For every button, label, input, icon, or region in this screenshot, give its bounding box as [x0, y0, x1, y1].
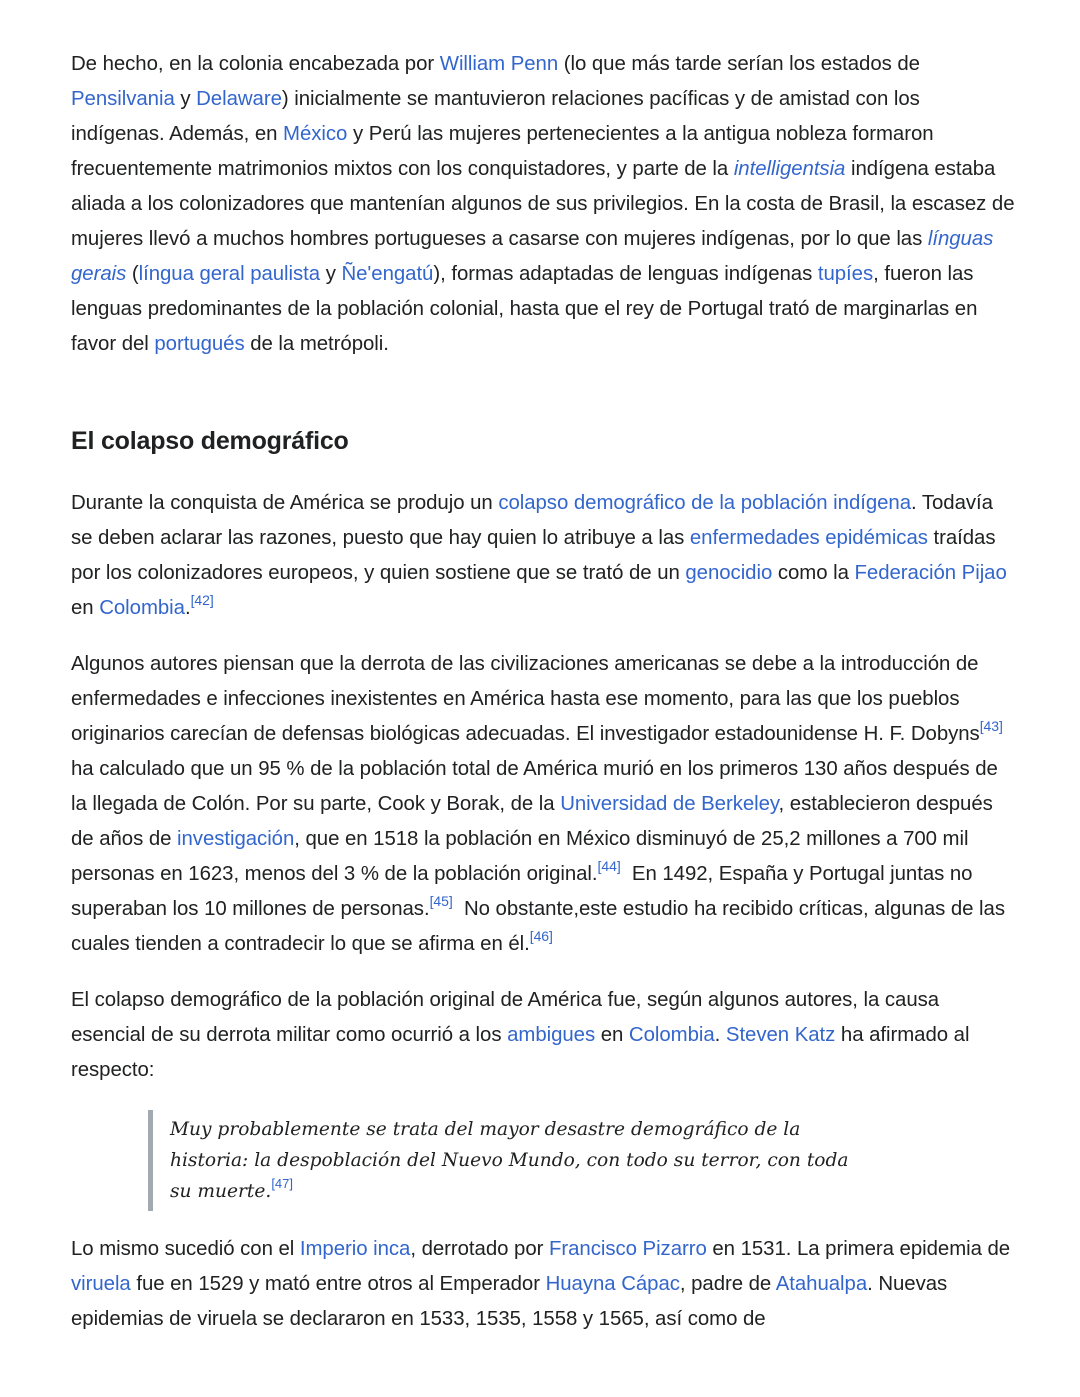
- text: .: [184, 597, 191, 619]
- link-tupies[interactable]: tupíes: [817, 263, 874, 285]
- link-viruela[interactable]: viruela: [71, 1273, 131, 1295]
- text: ha afirmado al respecto:: [71, 1024, 970, 1081]
- link-portugues[interactable]: portugués: [154, 333, 245, 355]
- link-imperio-inca[interactable]: Imperio inca: [299, 1238, 411, 1260]
- link-federacion-pijao[interactable]: Federación Pijao: [854, 562, 1007, 584]
- text: . Todavía se deben aclarar las razones, puesto que hay quien lo atribuye a las: [71, 492, 993, 549]
- link-colombia[interactable]: Colombia: [99, 597, 185, 619]
- text: ), formas adaptadas de lenguas indígenas: [433, 263, 818, 285]
- link-linguas-gerais[interactable]: línguas gerais: [71, 228, 994, 285]
- link-universidad-berkeley[interactable]: Universidad de Berkeley: [560, 793, 779, 815]
- text: El colapso demográfico de la población original de América fue, según algunos autores, la causa esencial de su derrota militar como ocurrió a los: [71, 989, 940, 1046]
- link-colapso-demografico[interactable]: colapso demográfico de la población indígena: [498, 492, 912, 514]
- reference-44[interactable]: [44]: [597, 858, 621, 874]
- text: fue en 1529 y mató entre otros al Emperador: [130, 1273, 546, 1295]
- quote-text: Muy probablemente se trata del mayor desastre demográfico de la historia: la despoblación del Nuevo Mundo, con todo su terror, con toda su muerte.: [170, 1119, 849, 1202]
- link-lingua-geral-paulista[interactable]: língua geral paulista: [138, 263, 321, 285]
- reference-42[interactable]: [42]: [190, 592, 214, 608]
- paragraph-demographic-collapse: [71, 486, 1016, 626]
- text: . Nuevas epidemias de viruela se declararon en 1533, 1535, 1558 y 1565, así como de: [71, 1273, 948, 1330]
- text: ha calculado que un 95 % de la población total de América murió en los primeros 130 años después de la llegada de Colón. Por su parte, Cook y Borak, de la: [71, 723, 1015, 815]
- text: Durante la conquista de América se produjo un: [71, 492, 499, 514]
- text: , establecieron después de años de: [71, 793, 993, 850]
- text: En 1492, España y Portugal juntas no superaban los 10 millones de personas.: [71, 863, 979, 920]
- text: traídas por los colonizadores europeos, y quien sostiene que se trató de un: [71, 527, 996, 584]
- paragraph-diseases: [71, 647, 1016, 962]
- text: , derrotado por: [410, 1238, 549, 1260]
- text: y: [320, 263, 342, 285]
- text: No obstante,este estudio ha recibido críticas, algunas de las cuales tienden a contradecir lo que se afirma en él.: [71, 898, 1011, 955]
- text: y Perú las mujeres pertenecientes a la antigua nobleza formaron frecuentemente matrimonios mixtos con los conquistadores, y parte de la: [71, 123, 934, 180]
- link-atahualpa[interactable]: Atahualpa: [775, 1273, 868, 1295]
- text: como la: [772, 562, 855, 584]
- text: indígena estaba aliada a los colonizadores que mantenían algunos de sus privilegios. En la costa de Brasil, la escasez de mujeres llevó a muchos hombres portugueses a casarse con mujeres indígenas, por lo que las: [71, 158, 1015, 250]
- link-investigacion[interactable]: investigación: [177, 828, 295, 850]
- reference-45[interactable]: [45]: [429, 893, 453, 909]
- katz-quote: [148, 1110, 850, 1211]
- text: , padre de: [679, 1273, 776, 1295]
- link-mexico[interactable]: México: [283, 123, 348, 145]
- paragraph-military-defeat: [71, 983, 1016, 1088]
- text: en: [71, 597, 100, 619]
- link-colombia[interactable]: Colombia: [628, 1024, 715, 1046]
- text: ) inicialmente se mantuvieron relaciones pacíficas y de amistad con los indígenas. Además, en: [71, 88, 920, 145]
- link-genocidio[interactable]: genocidio: [685, 562, 773, 584]
- article-body: [71, 47, 1016, 1337]
- text: .: [714, 1024, 726, 1046]
- section-heading: El colapso demográfico: [71, 427, 349, 455]
- link-enfermedades-epidemicas[interactable]: enfermedades epidémicas: [689, 527, 928, 549]
- link-delaware[interactable]: Delaware: [196, 88, 282, 110]
- section-heading-wrap: [71, 425, 1016, 457]
- text: Algunos autores piensan que la derrota de las civilizaciones americanas se debe a la introducción de enfermedades e infecciones inexistentes en América hasta ese momento, para las que los pueblos originarios carecían de defensas biológicas adecuadas. El investigador estadounidense H. F. Dobyns: [71, 653, 980, 745]
- text: de la metrópoli.: [244, 333, 389, 355]
- reference-47[interactable]: [47]: [271, 1176, 293, 1191]
- paragraph-colonial-relations: [71, 47, 1016, 362]
- text: , fueron las lenguas predominantes de la población colonial, hasta que el rey de Portugal trató de marginarlas en favor del: [71, 263, 978, 355]
- paragraph-inca-empire: [71, 1232, 1016, 1337]
- text: en 1531. La primera epidemia de: [706, 1238, 1011, 1260]
- link-huayna-capac[interactable]: Huayna Cápac: [545, 1273, 680, 1295]
- link-francisco-pizarro[interactable]: Francisco Pizarro: [548, 1238, 707, 1260]
- reference-43[interactable]: [43]: [979, 718, 1003, 734]
- text: De hecho, en la colonia encabezada por: [71, 53, 440, 75]
- text: y: [174, 88, 197, 110]
- reference-46[interactable]: [46]: [529, 928, 553, 944]
- link-pensilvania[interactable]: Pensilvania: [71, 88, 175, 110]
- text: (lo que más tarde serían los estados de: [558, 53, 920, 75]
- link-william-penn[interactable]: William Penn: [439, 53, 559, 75]
- text: (: [126, 263, 139, 285]
- text: , que en 1518 la población en México disminuyó de 25,2 millones a 700 mil personas en 1623, menos del 3 % de la población original.: [71, 828, 969, 885]
- text: en: [595, 1024, 629, 1046]
- text: Lo mismo sucedió con el: [71, 1238, 300, 1260]
- link-ambigues[interactable]: ambigues: [507, 1024, 596, 1046]
- link-nheengatu[interactable]: Ñe'engatú: [341, 263, 434, 285]
- link-intelligentsia[interactable]: intelligentsia: [733, 158, 846, 180]
- link-steven-katz[interactable]: Steven Katz: [725, 1024, 836, 1046]
